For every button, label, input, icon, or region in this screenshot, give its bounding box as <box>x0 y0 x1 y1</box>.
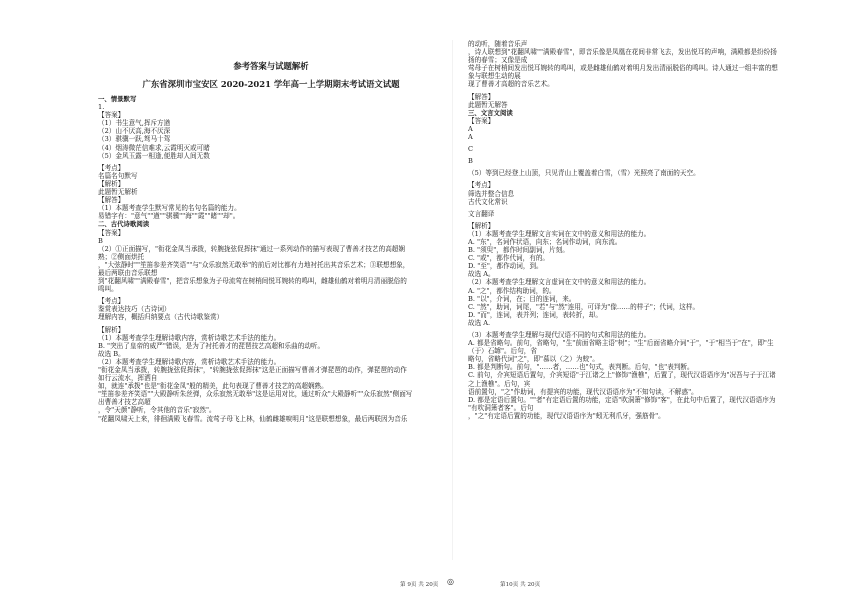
text-line: A. 都是省略句。前句，省略句，"生"前面省略主语"树"；"生"后面省略介词"于"，"于"相当于"在"，即"生 <box>468 339 774 348</box>
text-line: （3）本题考查学生理解与现代汉语不同的句式和用法的能力。 <box>468 331 651 339</box>
text-line: 出曹善才技艺高超 <box>98 398 151 407</box>
document-subtitle: 广东省深圳市宝安区 2020-2021 学年高一上学期期末考试语文试题 <box>142 79 400 89</box>
text-line: 如行云流水，挥洒自 <box>98 374 158 383</box>
text-line: （5）等到已经登上山顶，只见青山上覆盖着白雪，（雪）光照亮了南面的天空。 <box>468 169 700 178</box>
text-line: 象与联想生动的展 <box>468 72 521 81</box>
text-line: A. "之"，都作结构助词，的。 <box>468 286 556 295</box>
text-line: C. "或"，都作代词，有的。 <box>468 254 550 263</box>
text-line: 之上渔樵"。后句，宾 <box>468 379 531 388</box>
text-line: 最后两联由音乐联想 <box>98 268 158 277</box>
text-line: 的动听，随着音乐声 <box>468 40 528 48</box>
text-line: B. "须臾"，都作时间副词，片刻。 <box>468 246 569 255</box>
text-line: （3）骐骥一跃,驽马十驾 <box>98 135 171 144</box>
text-line: 现了曹善才高超的音乐艺术。 <box>468 80 554 89</box>
text-line: 名篇名句默写 <box>98 171 138 180</box>
text-line: 1. <box>98 103 105 112</box>
text-line: 如，就连"承拨"也是"衔花金凤"般的精美，此句表现了曹善才技艺的高超娴熟。 <box>98 382 328 391</box>
text-line: 【答案】 <box>98 228 125 237</box>
text-line: A <box>468 133 473 142</box>
text-line: （1）本题考查学生默写常见的名句名篇的能力。 <box>98 204 241 213</box>
text-line: 莺母子在树梢间发出悦耳婉转的鸣叫，或是雌雄仙鹤对着明月发出清丽脱俗的鸣叫。诗人通过一组丰富的想 <box>468 64 778 73</box>
text-line: 熟；②侧面烘托 <box>98 252 145 261</box>
text-line: （1）书生意气,挥斥方遒 <box>98 119 171 128</box>
text-line: D. "至"，都作动词，到。 <box>468 262 543 271</box>
text-line: 【考点】 <box>98 163 125 172</box>
text-line: 【答案】 <box>98 111 125 120</box>
text-line: 【考点】 <box>98 297 125 306</box>
text-line: D. "而"，连词，表并列；连词，表转折，却。 <box>468 310 602 319</box>
text-line: 此题暂无解答 <box>468 100 508 109</box>
text-line: 故选 B。 <box>98 349 125 358</box>
text-line: "笙笛参差齐笑语""大殿静听朱丝弹，众乐寂然无敢举"这是运用对比，通过听众"大殿静听""众乐寂然"侧面写 <box>98 390 413 399</box>
text-line: 【答案】 <box>468 116 495 125</box>
left-page-body <box>98 95 444 423</box>
text-line: ，"之"有定语后置的功能，现代汉语语序为"蚓无利爪牙，强筋骨"。 <box>468 411 665 420</box>
document-title: 参考答案与试题解析 <box>233 61 309 71</box>
text-line: C <box>468 145 474 154</box>
text-line: ，"大弦静时""笙笛参差齐笑语""与"众乐寂然无敢举"的前后对比都有力地衬托出其音乐艺术；③联想想象， <box>98 260 410 269</box>
text-line: 扬的春雪；又像是成 <box>468 56 528 65</box>
text-line: 【解析】 <box>98 325 125 334</box>
text-line: 略句，省略代词"之"，即"慕以（之）为蛟"。 <box>468 355 599 364</box>
text-line: B <box>98 236 103 245</box>
text-line: 到"花翻风啸""满殿春雪"，把音乐想象为子母流莺在树梢间悦耳婉转的鸣叫，雌雄仙鹤对着明月清丽脱俗的 <box>98 277 407 286</box>
text-line: B <box>468 157 473 166</box>
text-line: （2）①正面描写，"衔花金凤当承拨，转腕拢弦促挥抹"通过一系列动作的描写表现了曹善才技艺的高超娴 <box>98 244 405 253</box>
text-line: 【解析】 <box>98 179 125 188</box>
text-line: （2）山不厌高,海不厌深 <box>98 127 171 136</box>
text-line: （2）本题考查学生理解文言虚词在文中的意义和用法的能力。 <box>468 278 651 287</box>
right-page-body <box>468 40 800 420</box>
text-line: B. 都是判断句。前句，"……者，……也"句式，表判断。后句，"也"表判断。 <box>468 363 694 372</box>
text-line: （2）本题考查学生理解诗歌内容，赏析诗歌艺术手法的能力。 <box>98 357 281 366</box>
text-line: C. 前句，介宾短语后置句，介宾短语"于江诸之上"修饰"渔樵"，后置了，现代汉语语序为"况吾与子于江诸 <box>468 371 776 380</box>
text-line: 鉴赏表达技巧（古诗词） <box>98 305 171 314</box>
text-line: C. "然"，助词，词尾，"若"与"然"连用，可译为"像……的样子"；代词，这样。 <box>468 302 700 311</box>
section-heading: 一、情景默写 <box>98 95 137 103</box>
text-line: 筛选并整合信息 <box>468 189 515 198</box>
text-line: 古代文化常识 <box>468 197 508 206</box>
text-line: D. 都是定语后置句。""者"有定语后置的功能，定语"吹洞箫"修饰"客"，在此句中后置了，现代汉语语序为 <box>468 395 776 404</box>
text-line: "有吹洞箫者客"。后句 <box>468 403 534 412</box>
page-number-right: 第10页 共 20页 <box>500 582 541 588</box>
section-heading: 三、文言文阅读 <box>468 108 513 117</box>
text-line: 【考点】 <box>468 181 495 190</box>
page-number-left: 第 9页 共 20页 <box>400 582 439 588</box>
text-line: ，诗人联想到"花翻风啸""满殿春雪"，即音乐像是凤凰在花间非常飞去，发出悦耳的声响，满殿都是纷纷扬 <box>468 48 777 57</box>
text-line: （1）本题考查学生理解文言实词在文中的意义和用法的能力。 <box>468 229 651 238</box>
text-line: A <box>468 124 473 133</box>
text-line: A. "东"，名词作状语，向东；名词作动词，向东流。 <box>468 237 622 246</box>
text-line: 易错字有："意气""遒""骐骥""海""霞""睹""却"。 <box>98 212 240 221</box>
text-line: 【解答】 <box>98 196 125 205</box>
text-line: "花翻凤啸天上来，徘徊满殿飞春雪。流莺子母飞上林，仙鹤雌雄唳明月"这是联想想象，最后两联因为音乐 <box>98 414 408 423</box>
text-line: （于）石罅"。后句，省 <box>468 347 537 356</box>
text-line: B. "以"，介词，在；目的连词，来。 <box>468 294 576 303</box>
text-line: 此题暂无解析 <box>98 188 138 197</box>
text-line: 故选 A. <box>468 318 491 327</box>
text-line: ，令"天颜"静听，令其他的音乐"寂然"。 <box>98 406 216 415</box>
section-heading: 二、古代诗歌阅读 <box>98 220 150 229</box>
text-line: 理解内容，概括归纳要点（古代诗歌鉴赏） <box>98 313 224 322</box>
text-line: 鸣叫。 <box>98 285 118 294</box>
center-mark: ◎ <box>447 577 454 586</box>
text-line: "衔花金凤当承拨，转腕拢弦促挥抹"，"转腕拢弦促挥抹"这是正面描写曹善才弹琵琶的动作，弹琵琶的动作 <box>98 366 407 374</box>
text-line: 语前置句，"之"作助词，有提宾的功能，现代汉语语序为"不知句读，不解惑"。 <box>468 387 698 396</box>
text-line: （4）烟涛微茫信难求,云霞明灭或可睹 <box>98 143 210 152</box>
text-line: B. "突出了皇帝的威严"错误，是为了衬托善才的琵琶技艺高超和乐曲的动听。 <box>98 341 325 350</box>
text-line: （1）本题考查学生理解诗歌内容，赏析诗歌艺术手法的能力。 <box>98 333 281 342</box>
text-line: （5）金风玉露一相逢,便胜却人间无数 <box>98 151 210 160</box>
text-line: 【解析】 <box>468 221 495 230</box>
text-line: 【解答】 <box>468 92 495 101</box>
text-line: 文言翻译 <box>468 209 495 218</box>
text-line: 故选 A。 <box>468 270 495 279</box>
right-page <box>452 0 860 608</box>
